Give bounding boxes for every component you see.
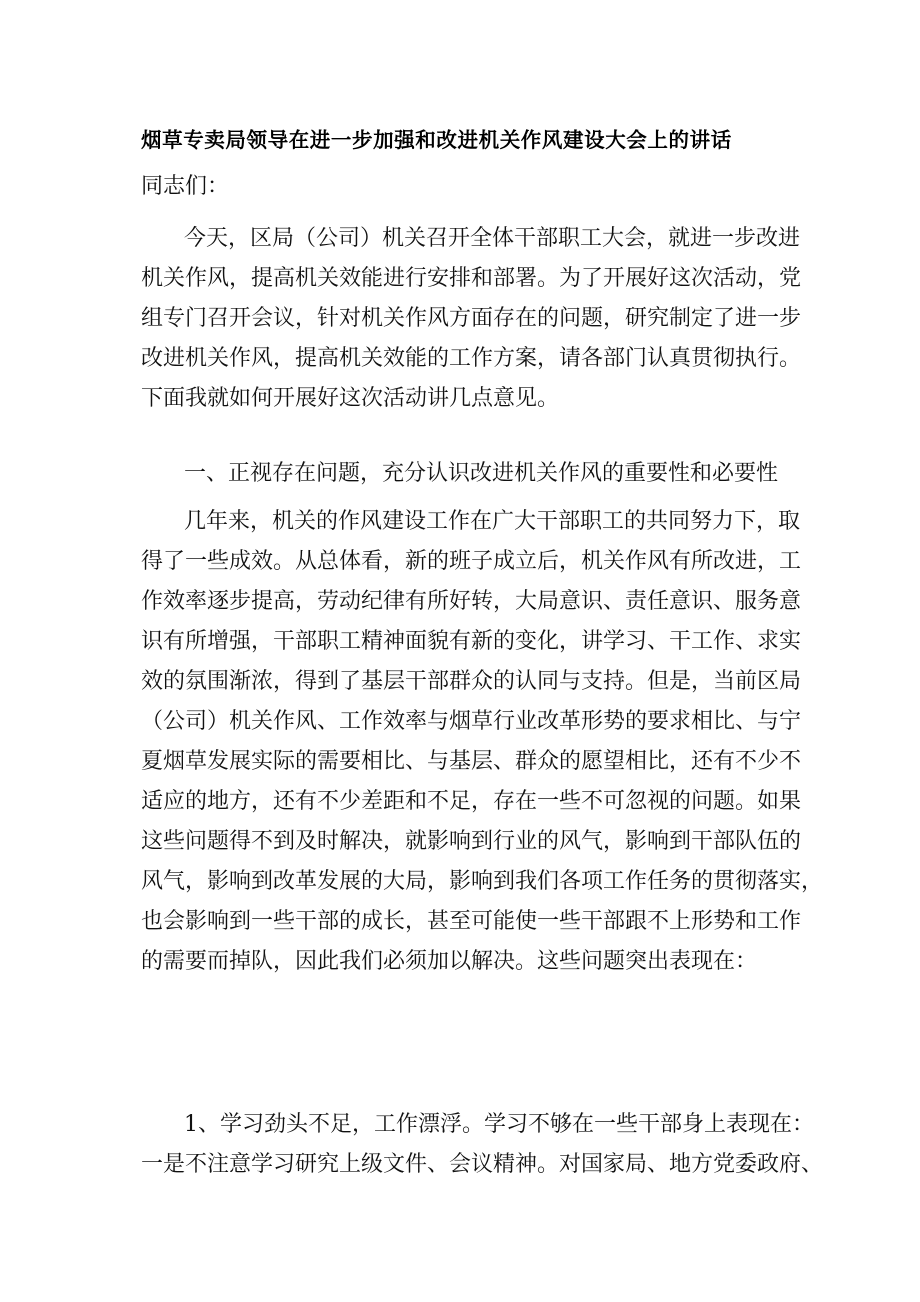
paragraph-line: 组专门召开会议，针对机关作风方面存在的问题，研究制定了进一步 bbox=[141, 306, 802, 331]
paragraph-body bbox=[141, 502, 824, 982]
paragraph-line: 风气，影响到改革发展的大局，影响到我们各项工作任务的贯彻落实， bbox=[141, 869, 824, 894]
paragraph-line: 一是不注意学习研究上级文件、会议精神。对国家局、地方党委政府、 bbox=[141, 1152, 824, 1177]
paragraph-line: 的需要而掉队，因此我们必须加以解决。这些问题突出表现在： bbox=[141, 949, 758, 974]
section-heading bbox=[141, 454, 781, 494]
paragraph-line: 这些问题得不到及时解决，就影响到行业的风气，影响到干部队伍的 bbox=[141, 829, 802, 854]
paragraph-line: 得了一些成效。从总体看，新的班子成立后，机关作风有所改进，工 bbox=[141, 549, 802, 574]
paragraph-line: 今天，区局（公司）机关召开全体干部职工大会，就进一步改进 bbox=[184, 226, 801, 251]
paragraph-line: 机关作风，提高机关效能进行安排和部署。为了开展好这次活动，党 bbox=[141, 266, 802, 291]
paragraph-line: 也会影响到一些干部的成长，甚至可能使一些干部跟不上形势和工作 bbox=[141, 909, 802, 934]
paragraph-line: 改进机关作风，提高机关效能的工作方案，请各部门认真贯彻执行。 bbox=[141, 346, 802, 371]
paragraph-line: 识有所增强，干部职工精神面貌有新的变化，讲学习、干工作、求实 bbox=[141, 629, 802, 654]
paragraph-line: 作效率逐步提高，劳动纪律有所好转，大局意识、责任意识、服务意 bbox=[141, 589, 802, 614]
salutation: 同志们： bbox=[141, 174, 230, 199]
paragraph-line: 夏烟草发展实际的需要相比、与基层、群众的愿望相比，还有不少不 bbox=[141, 749, 802, 774]
paragraph-line: 效的氛围渐浓，得到了基层干部群众的认同与支持。但是，当前区局 bbox=[141, 669, 802, 694]
paragraph-line: 适应的地方，还有不少差距和不足，存在一些不可忽视的问题。如果 bbox=[141, 789, 802, 814]
paragraph-point-one bbox=[141, 1105, 824, 1185]
paragraph-line: （公司）机关作风、工作效率与烟草行业改革形势的要求相比、与宁 bbox=[141, 709, 802, 734]
paragraph-line: 几年来，机关的作风建设工作在广大干部职工的共同努力下，取 bbox=[184, 509, 801, 534]
paragraph-line: 1、学习劲头不足，工作漂浮。学习不够在一些干部身上表现在： bbox=[184, 1112, 814, 1137]
paragraph-opening bbox=[141, 219, 802, 419]
paragraph-line: 下面我就如何开展好这次活动讲几点意见。 bbox=[141, 386, 560, 411]
document-title: 烟草专卖局领导在进一步加强和改进机关作风建设大会上的讲话 bbox=[141, 128, 732, 152]
section-heading-line: 一、正视存在问题，充分认识改进机关作风的重要性和必要性 bbox=[184, 461, 779, 486]
